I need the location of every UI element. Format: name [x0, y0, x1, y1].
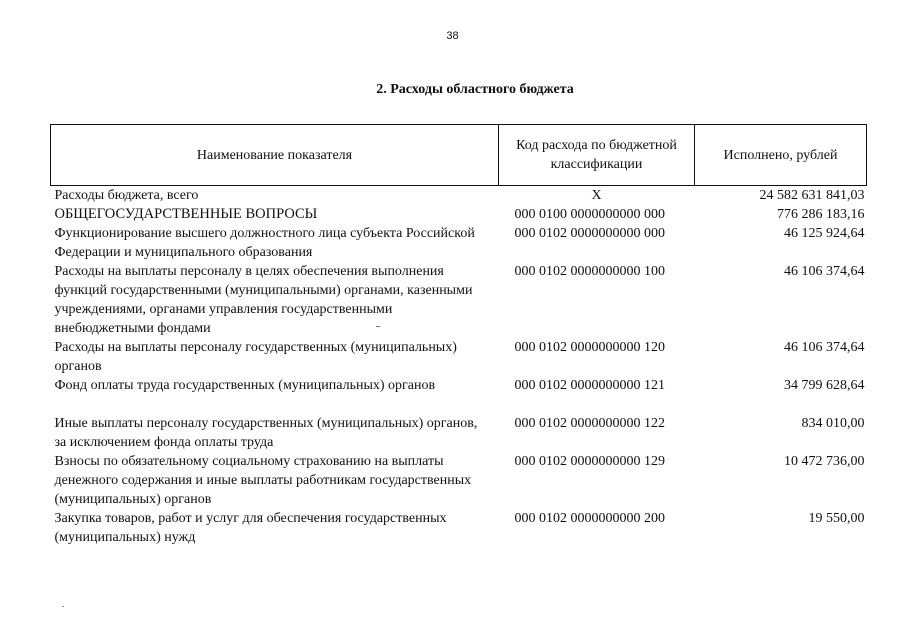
row-code: 000 0102 0000000000 000: [514, 226, 665, 241]
row-amount: 834 010,00: [801, 416, 865, 431]
row-code: 000 0100 0000000000 000: [514, 207, 665, 222]
row-name: Расходы бюджета, всего: [54, 188, 199, 203]
row-amount: 776 286 183,16: [777, 207, 865, 222]
row-amount: 24 582 631 841,03: [759, 188, 865, 203]
table-row: [51, 414, 867, 452]
scan-speck: [62, 606, 64, 607]
row-code: 000 0102 0000000000 122: [514, 416, 665, 431]
row-amount: 34 799 628,64: [784, 378, 865, 393]
table-header: [51, 125, 867, 186]
row-amount: 46 125 924,64: [784, 226, 865, 241]
row-name: Закупка товаров, работ и услуг для обеспечения государственных (муниципальных) нужд: [54, 511, 447, 545]
row-name: Функционирование высшего должностного лица субъекта Российской Федерации и муниципального образования: [54, 226, 475, 260]
row-code: 000 0102 0000000000 129: [514, 454, 665, 469]
row-name: Иные выплаты персоналу государственных (муниципальных) органов, за исключением фонда оплаты труда: [54, 416, 478, 450]
row-name: Расходы на выплаты персоналу в целях обеспечения выполнения функций государственными (муниципальными) органами, казенными учреждениями, органами управления государственными внебюджетными фондами: [54, 264, 473, 336]
table-row: [51, 509, 867, 547]
row-amount: 46 106 374,64: [784, 264, 865, 279]
row-name: Взносы по обязательному социальному страхованию на выплаты денежного содержания и иные выплаты работникам государственных (муниципальных) органов: [54, 454, 472, 507]
row-name: Фонд оплаты труда государственных (муниципальных) органов: [54, 378, 436, 393]
expenses-table: [50, 124, 867, 547]
row-name: ОБЩЕГОСУДАРСТВЕННЫЕ ВОПРОСЫ: [54, 206, 318, 222]
table-row: [51, 262, 867, 338]
row-code: 000 0102 0000000000 100: [514, 264, 665, 279]
scan-speck: [376, 326, 380, 327]
row-amount: 10 472 736,00: [784, 454, 865, 469]
table-row: [51, 205, 867, 224]
row-code: 000 0102 0000000000 120: [514, 340, 665, 355]
header-name: Наименование показателя: [51, 125, 499, 186]
section-title: 2. Расходы областного бюджета: [376, 82, 574, 97]
row-code: X: [591, 188, 602, 203]
row-code: 000 0102 0000000000 200: [514, 511, 665, 526]
table-row: [51, 186, 867, 206]
table-row: [51, 376, 867, 414]
row-code: 000 0102 0000000000 121: [514, 378, 665, 393]
page-number: 38: [446, 30, 459, 42]
header-code: Код расхода по бюджетной классификации: [499, 125, 695, 186]
table-row: [51, 224, 867, 262]
row-amount: 46 106 374,64: [784, 340, 865, 355]
header-amount: Исполнено, рублей: [695, 125, 867, 186]
table-row: [51, 338, 867, 376]
row-amount: 19 550,00: [808, 511, 865, 526]
table-row: [51, 452, 867, 509]
row-name: Расходы на выплаты персоналу государственных (муниципальных) органов: [54, 340, 457, 374]
